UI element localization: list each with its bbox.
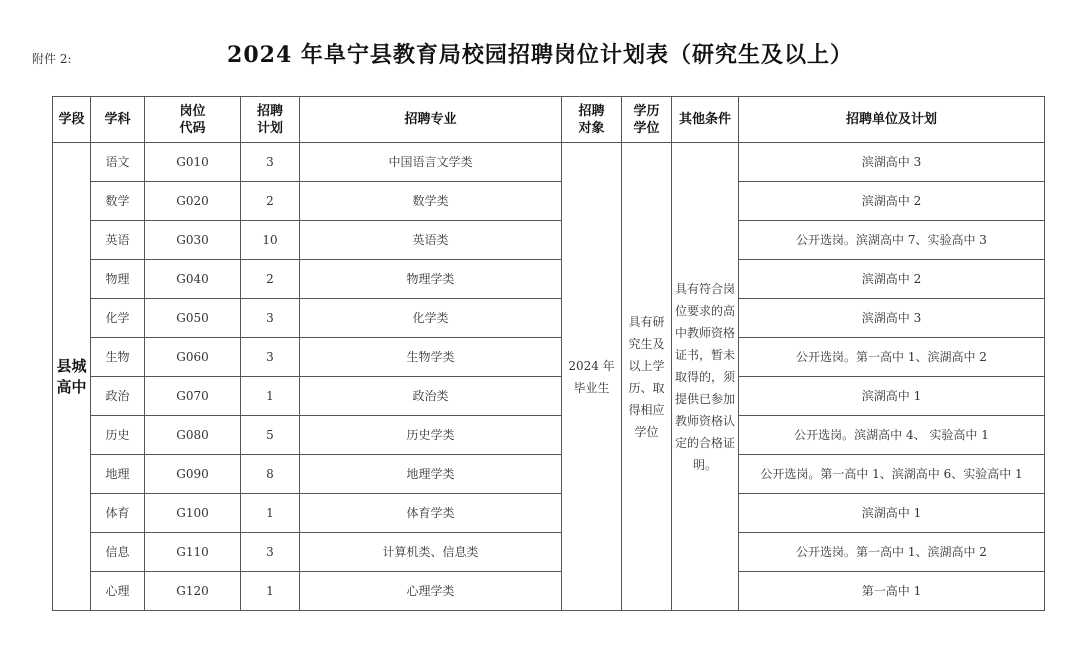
count-cell: 3 bbox=[241, 533, 300, 572]
attachment-label: 附件 2: bbox=[32, 52, 72, 66]
count-cell: 5 bbox=[241, 416, 300, 455]
table-row bbox=[53, 338, 1045, 377]
other-conditions-cell: 具有符合岗位要求的高中教师资格证书，暂未取得的，须提供已参加教师资格认定的合格证明。 bbox=[672, 143, 739, 611]
count-cell: 10 bbox=[241, 221, 300, 260]
major-cell: 历史学类 bbox=[300, 416, 562, 455]
count-cell: 3 bbox=[241, 338, 300, 377]
table-body bbox=[53, 143, 1045, 611]
units-cell: 公开选岗。第一高中 1、滨湖高中 2 bbox=[739, 533, 1045, 572]
target-cell: 2024 年毕业生 bbox=[562, 143, 622, 611]
table-row bbox=[53, 221, 1045, 260]
code-cell: G060 bbox=[145, 338, 241, 377]
table-header-row bbox=[53, 97, 1045, 143]
count-cell: 1 bbox=[241, 572, 300, 611]
table-row bbox=[53, 377, 1045, 416]
major-cell: 中国语言文学类 bbox=[300, 143, 562, 182]
major-cell: 政治类 bbox=[300, 377, 562, 416]
units-cell: 滨湖高中 2 bbox=[739, 260, 1045, 299]
code-cell: G100 bbox=[145, 494, 241, 533]
units-cell: 公开选岗。滨湖高中 4、 实验高中 1 bbox=[739, 416, 1045, 455]
count-cell: 1 bbox=[241, 377, 300, 416]
major-cell: 计算机类、信息类 bbox=[300, 533, 562, 572]
header-major: 招聘专业 bbox=[300, 97, 562, 143]
units-cell: 滨湖高中 1 bbox=[739, 494, 1045, 533]
code-cell: G040 bbox=[145, 260, 241, 299]
major-cell: 化学类 bbox=[300, 299, 562, 338]
table-row bbox=[53, 533, 1045, 572]
count-cell: 3 bbox=[241, 143, 300, 182]
header-subject: 学科 bbox=[91, 97, 145, 143]
code-cell: G010 bbox=[145, 143, 241, 182]
table-row bbox=[53, 143, 1045, 182]
table-row bbox=[53, 260, 1045, 299]
code-cell: G050 bbox=[145, 299, 241, 338]
subject-cell: 政治 bbox=[91, 377, 145, 416]
header-degree: 学历 学位 bbox=[622, 97, 672, 143]
major-cell: 心理学类 bbox=[300, 572, 562, 611]
table-row bbox=[53, 572, 1045, 611]
recruitment-plan-table bbox=[52, 96, 1045, 611]
units-cell: 第一高中 1 bbox=[739, 572, 1045, 611]
header-stage: 学段 bbox=[53, 97, 91, 143]
subject-cell: 语文 bbox=[91, 143, 145, 182]
count-cell: 3 bbox=[241, 299, 300, 338]
code-cell: G070 bbox=[145, 377, 241, 416]
stage-cell: 县城 高中 bbox=[53, 143, 91, 611]
units-cell: 公开选岗。滨湖高中 7、实验高中 3 bbox=[739, 221, 1045, 260]
subject-cell: 数学 bbox=[91, 182, 145, 221]
major-cell: 体育学类 bbox=[300, 494, 562, 533]
subject-cell: 地理 bbox=[91, 455, 145, 494]
table-row bbox=[53, 416, 1045, 455]
units-cell: 滨湖高中 1 bbox=[739, 377, 1045, 416]
header-target: 招聘 对象 bbox=[562, 97, 622, 143]
header-count: 招聘 计划 bbox=[241, 97, 300, 143]
units-cell: 公开选岗。第一高中 1、滨湖高中 2 bbox=[739, 338, 1045, 377]
subject-cell: 心理 bbox=[91, 572, 145, 611]
table-row bbox=[53, 182, 1045, 221]
subject-cell: 物理 bbox=[91, 260, 145, 299]
header-code: 岗位 代码 bbox=[145, 97, 241, 143]
subject-cell: 信息 bbox=[91, 533, 145, 572]
count-cell: 2 bbox=[241, 182, 300, 221]
subject-cell: 历史 bbox=[91, 416, 145, 455]
subject-cell: 英语 bbox=[91, 221, 145, 260]
units-cell: 滨湖高中 2 bbox=[739, 182, 1045, 221]
code-cell: G030 bbox=[145, 221, 241, 260]
degree-cell: 具有研究生及以上学历、取得相应学位 bbox=[622, 143, 672, 611]
header-other: 其他条件 bbox=[672, 97, 739, 143]
code-cell: G020 bbox=[145, 182, 241, 221]
subject-cell: 化学 bbox=[91, 299, 145, 338]
code-cell: G110 bbox=[145, 533, 241, 572]
count-cell: 1 bbox=[241, 494, 300, 533]
units-cell: 公开选岗。第一高中 1、滨湖高中 6、实验高中 1 bbox=[739, 455, 1045, 494]
major-cell: 生物学类 bbox=[300, 338, 562, 377]
major-cell: 地理学类 bbox=[300, 455, 562, 494]
units-cell: 滨湖高中 3 bbox=[739, 143, 1045, 182]
subject-cell: 生物 bbox=[91, 338, 145, 377]
code-cell: G080 bbox=[145, 416, 241, 455]
code-cell: G120 bbox=[145, 572, 241, 611]
major-cell: 物理学类 bbox=[300, 260, 562, 299]
units-cell: 滨湖高中 3 bbox=[739, 299, 1045, 338]
table-row bbox=[53, 494, 1045, 533]
subject-cell: 体育 bbox=[91, 494, 145, 533]
table-row bbox=[53, 299, 1045, 338]
major-cell: 数学类 bbox=[300, 182, 562, 221]
major-cell: 英语类 bbox=[300, 221, 562, 260]
table-row bbox=[53, 455, 1045, 494]
code-cell: G090 bbox=[145, 455, 241, 494]
header-units: 招聘单位及计划 bbox=[739, 97, 1045, 143]
count-cell: 2 bbox=[241, 260, 300, 299]
page-title: 2024 年阜宁县教育局校园招聘岗位计划表（研究生及以上） bbox=[227, 42, 853, 68]
count-cell: 8 bbox=[241, 455, 300, 494]
